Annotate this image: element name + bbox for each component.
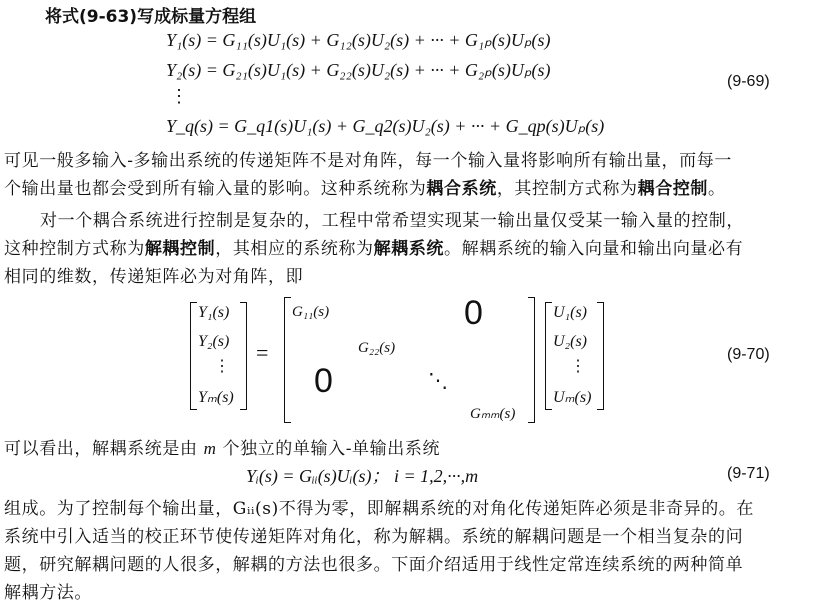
eq69-vdots: ⋮ <box>170 86 188 106</box>
para4-line4: 解耦方法。 <box>4 583 92 603</box>
eq69-row-q: Y_q(s) = G_q1(s)U₁(s) + G_q2(s)U₂(s) + ··· + G_qp(s)Uₚ(s) <box>166 116 605 136</box>
para1-line2 <box>4 174 726 199</box>
para4-line1: 组成。为了控制每个输出量，Gᵢᵢ(s)不得为零，即解耦系统的对角化传递矩阵必须是非奇异的。在 <box>4 499 755 519</box>
eq70-number: (9-70) <box>727 346 770 363</box>
para2-line1: 对一个耦合系统进行控制是复杂的，工程中常希望实现某一输出量仅受某一输入量的控制， <box>40 211 744 231</box>
y-vector-right-bracket <box>240 302 247 410</box>
para2-text: 。解耦系统的输入向量和输出向量必有 <box>444 239 744 259</box>
eq71-expression: Yᵢ(s) = Gᵢᵢ(s)Uᵢ(s)； i = 1,2,···,m <box>246 466 479 486</box>
eq69-row-2: Y₂(s) = G₂₁(s)U₁(s) + G₂₂(s)U₂(s) + ··· + G₂ₚ(s)Uₚ(s) <box>166 60 551 80</box>
y-vector-entry-m: Yₘ(s) <box>198 389 234 406</box>
u-vector-left-bracket <box>545 302 552 410</box>
zero-upper-block: 0 <box>464 294 483 332</box>
para2-text: ，其相应的系统称为 <box>215 239 374 259</box>
term-coupled-system: 耦合系统 <box>426 179 497 199</box>
para3-text: 可以看出，解耦系统是由 <box>4 439 204 459</box>
g-matrix-right-bracket <box>528 297 535 423</box>
variable-m: m <box>203 439 217 458</box>
y-vector-entry-2: Y₂(s) <box>198 333 230 350</box>
term-decoupled-control: 解耦控制 <box>144 239 216 259</box>
zero-lower-block: 0 <box>314 362 333 400</box>
para3-text: 个独立的单输入-单输出系统 <box>216 439 441 459</box>
eq71-number: (9-71) <box>727 465 770 482</box>
eq69-number: (9-69) <box>727 73 770 90</box>
term-coupled-control: 耦合控制 <box>637 179 709 199</box>
eq69-row-1: Y₁(s) = G₁₁(s)U₁(s) + G₁₂(s)U₂(s) + ··· + G₁ₚ(s)Uₚ(s) <box>166 30 551 50</box>
y-vector-left-bracket <box>190 302 197 410</box>
u-vector-vdots: ⋮ <box>570 358 586 375</box>
equals-sign: = <box>256 340 269 365</box>
para4-line3: 题，研究解耦问题的人很多，解耦的方法也很多。下面介绍适用于线性定常连续系统的两种简单 <box>4 555 744 575</box>
section-heading: 将式(9-63)写成标量方程组 <box>45 7 257 27</box>
para1-text: 个输出量也都会受到所有输入量的影响。这种系统称为 <box>4 179 427 199</box>
para1-text: 。 <box>708 179 726 199</box>
u-vector-entry-1: U₁(s) <box>553 304 587 321</box>
para2-text: 这种控制方式称为 <box>4 239 145 259</box>
u-vector-entry-2: U₂(s) <box>553 333 587 350</box>
u-vector-right-bracket <box>597 302 604 410</box>
y-vector-vdots: ⋮ <box>214 358 230 375</box>
u-vector-entry-m: Uₘ(s) <box>553 389 592 406</box>
para2-line2 <box>4 234 743 259</box>
para1-line1: 可见一般多输入-多输出系统的传递矩阵不是对角阵，每一个输入量将影响所有输出量，而每一 <box>4 151 732 171</box>
para1-text: ，其控制方式称为 <box>496 179 638 199</box>
gmm-entry: Gₘₘ(s) <box>470 406 516 422</box>
diagonal-dots: ⋱ <box>428 370 448 392</box>
g11-entry: G₁₁(s) <box>292 304 330 320</box>
para3-line <box>4 434 440 459</box>
g22-entry: G₂₂(s) <box>358 340 396 356</box>
term-decoupled-system: 解耦系统 <box>373 239 445 259</box>
para2-line3: 相同的维数，传递矩阵必为对角阵，即 <box>4 267 304 287</box>
para4-line2: 系统中引入适当的校正环节使传递矩阵对角化，称为解耦。系统的解耦问题是一个相当复杂的问 <box>4 527 744 547</box>
g-matrix-left-bracket <box>284 297 291 423</box>
y-vector-entry-1: Y₁(s) <box>198 304 230 321</box>
